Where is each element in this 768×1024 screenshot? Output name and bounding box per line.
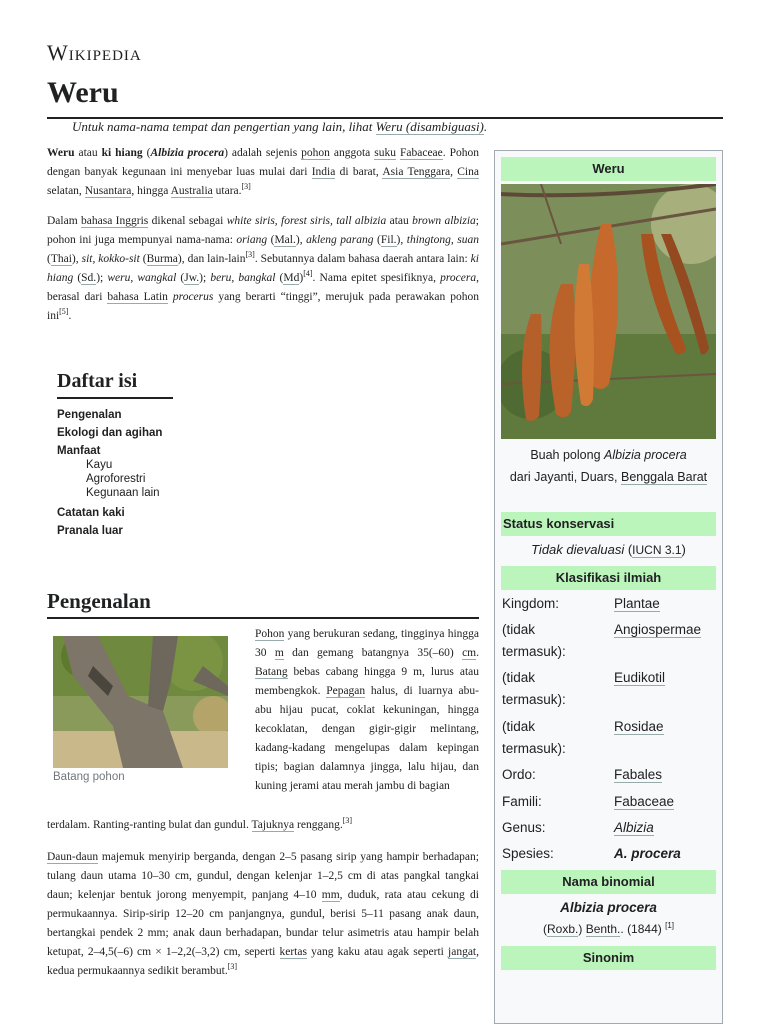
hatnote: Untuk nama-nama tempat dan pengertian yang lain, lihat Weru (disambiguasi). (72, 119, 488, 134)
status-value: Tidak dievaluasi (IUCN 3.1) (531, 542, 686, 557)
ref-1[interactable]: [1] (665, 921, 674, 930)
row-value-fabales[interactable]: Fabales (614, 767, 663, 782)
toc-subitem-kayu[interactable]: Kayu (86, 459, 113, 471)
row-value-rosidae[interactable]: Rosidae (614, 719, 664, 734)
row-value-angiospermae[interactable]: Angiospermae (614, 622, 702, 637)
benggala-barat-link[interactable]: Benggala Barat (620, 470, 708, 484)
intro-paragraph-2: Dalam bahasa Inggris dikenal sebagai white siris, forest siris, tall albizia atau brown albizia; pohon ini juga mempunyai nama-nama: oriang (Mal.), akleng parang (Fil.), thingtong, suan (Thai), sit, kokko-sit (Burma), dan lain-lain[3]. Sebutannya dalam bahasa daerah antara lain: ki hiang (Sd.); weru, wangkal (Jw.); beru, bangkal (Md)[4]. Nama epitet spesifiknya, procera, berasal dari bahasa Latin procerus yang berarti “tinggi”, merujuk pada perawakan pohon ini[5]. (47, 215, 479, 322)
classification-heading: Klasifikasi ilmiah (501, 566, 716, 590)
row-label-spesies: Spesies: (502, 846, 554, 861)
row-value-albizia[interactable]: Albizia (614, 820, 654, 835)
infobox (494, 150, 723, 1024)
status-heading: Status konservasi (501, 512, 716, 536)
toc-item-catatan[interactable]: Catatan kaki (57, 507, 125, 519)
toc-item-manfaat[interactable]: Manfaat (57, 445, 101, 457)
toc-subitem-agroforestri[interactable]: Agroforestri (86, 473, 146, 485)
disambiguation-link[interactable]: Weru (disambiguasi) (375, 119, 484, 134)
section-divider (47, 617, 479, 619)
row-label-famili: Famili: (502, 794, 542, 809)
iucn-link[interactable]: IUCN 3.1 (632, 543, 682, 557)
synonym-heading: Sinonim (501, 946, 716, 970)
row-label-unranked-2: (tidak termasuk): (502, 670, 566, 707)
row-label-unranked-3: (tidak termasuk): (502, 719, 566, 756)
row-label-genus: Genus: (502, 820, 546, 835)
row-label-kingdom: Kingdom: (502, 596, 560, 611)
image-caption: Batang pohon (53, 771, 125, 783)
binomial-name: Albizia procera (560, 900, 657, 915)
seed-pods-image[interactable] (501, 184, 716, 439)
row-value-eudikotil[interactable]: Eudikotil (614, 670, 666, 685)
section-heading-pengenalan: Pengenalan (47, 589, 151, 613)
binomial-heading: Nama binomial (501, 870, 716, 894)
toc-item-pranala[interactable]: Pranala luar (57, 525, 123, 537)
row-value-kingdom[interactable]: Plantae (614, 596, 660, 611)
toc-item-ekologi[interactable]: Ekologi dan agihan (57, 427, 163, 439)
row-label-ordo: Ordo: (502, 767, 536, 782)
infobox-image-caption: Buah polong Albizia procera dari Jayanti, Duars, Benggala Barat (509, 448, 708, 484)
roxb-link[interactable]: Roxb. (546, 922, 579, 936)
toc-title: Daftar isi (57, 370, 173, 399)
page-title: Weru (47, 76, 119, 109)
row-label-unranked-1: (tidak termasuk): (502, 622, 566, 659)
table-of-contents (57, 370, 257, 537)
row-value-species: A. procera (614, 846, 681, 861)
benth-link[interactable]: Benth. (585, 922, 621, 936)
toc-item-pengenalan[interactable]: Pengenalan (57, 409, 122, 421)
wikipedia-logo[interactable]: Wikipedia (47, 40, 142, 65)
intro-paragraph-1: Weru atau ki hiang (Albizia procera) adalah sejenis pohon anggota suku Fabaceae. Pohon dengan banyak kegunaan ini menyebar luas mulai dari India di barat, Asia Tenggara, Cina selatan, Nusantara, hingga Australia utara.[3] (47, 147, 480, 197)
pengenalan-paragraph-1: Pohon yang berukuran sedang, tingginya hingga 30 m dan gemang batangnya 35(–60) cm. Batang bebas cabang hingga 9 m, lurus atau membengkok. Pepagan halus, di luarnya abu-abu hijau pucat, coklat kekuningan, hingga kecoklatan, dengan gigir-gigir melintang, kadang-kadang mengelupas dalam kepingan tipis; bagian dalamnya jingga, lalu hijau, dan kuning jerami atau merah jambu di bagian (255, 628, 479, 792)
row-value-fabaceae[interactable]: Fabaceae (614, 794, 675, 809)
pengenalan-paragraph-2: Daun-daun majemuk menyirip berganda, dengan 2–5 pasang sirip yang hampir berhadapan; tulang daun utama 10–30 cm, gundul, dengan kelenjar 1–2,5 cm di atas pangkal tangkai daun; kelenjar bentuk jorong menyempit, panjang 4–10 mm, duduk, rata atau cekung di permukaannya. Sirip-sirip 12–20 cm panjangnya, gundul, berisi 5–11 pasang anak daun, bertangkai pendek 2 mm; anak daun berhadapan, bundar telur asimetris atau hampir belah ketupat, 2–4,5(–6) cm × 1–2,2(–3,2) cm, seperti kertas yang kaku atau agak seperti jangat, kedua permukaannya sedikit berambut.[3] (47, 851, 479, 977)
tree-trunk-image[interactable] (53, 636, 228, 768)
pengenalan-paragraph-1-cont: terdalam. Ranting-ranting bulat dan gundul. Tajuknya renggang.[3] (47, 816, 353, 831)
infobox-title: Weru (501, 157, 716, 181)
toc-subitem-kegunaan[interactable]: Kegunaan lain (86, 487, 160, 499)
binomial-authority: (Roxb.) Benth.. (1844) [1] (542, 921, 674, 936)
